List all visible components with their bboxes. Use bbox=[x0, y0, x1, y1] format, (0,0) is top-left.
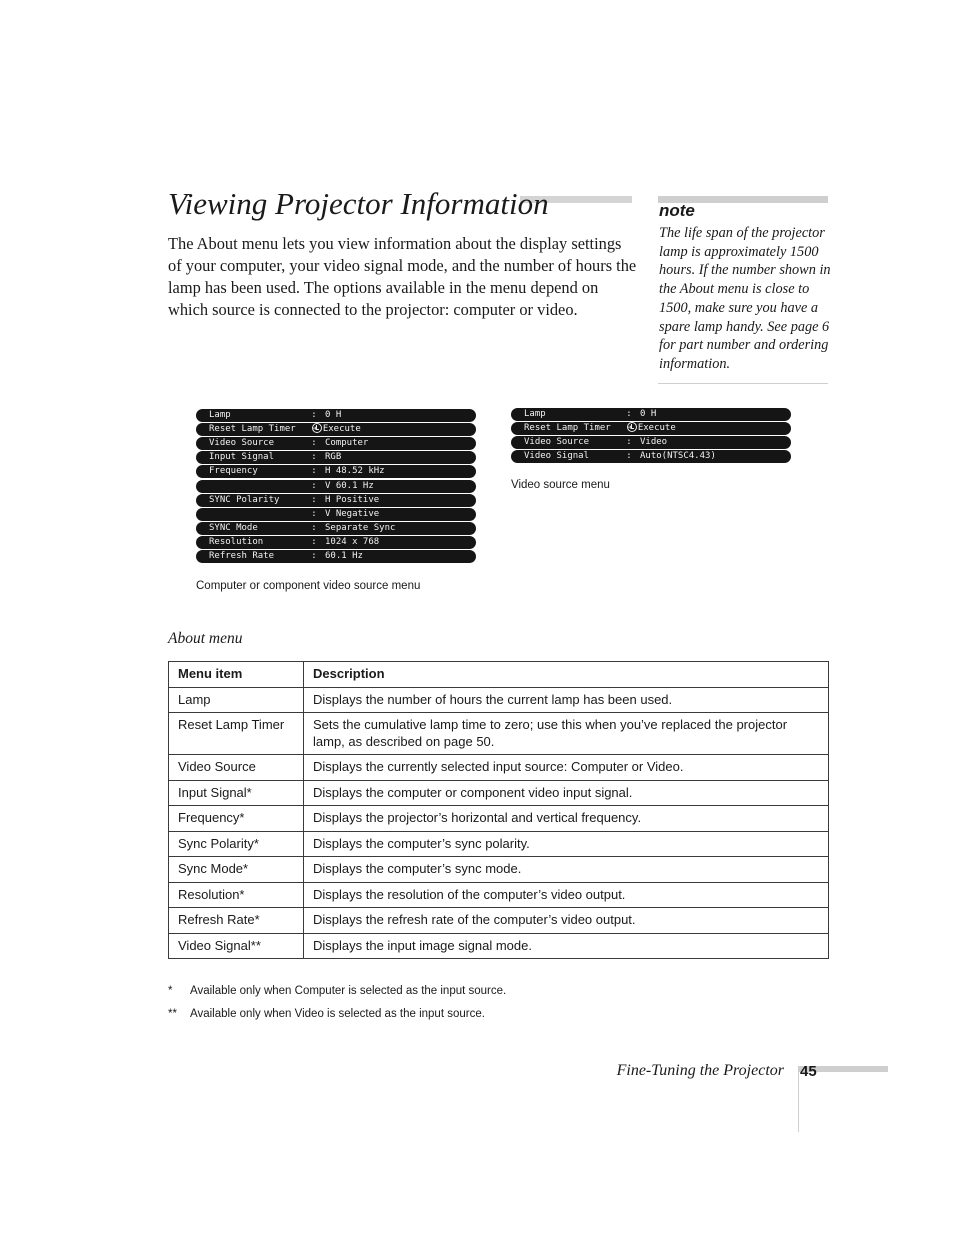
footer-section-title: Fine-Tuning the Projector bbox=[616, 1062, 784, 1079]
footnote-mark: * bbox=[168, 985, 173, 997]
table-row bbox=[169, 908, 829, 934]
menu-row bbox=[196, 536, 476, 549]
menu-row-colon: : bbox=[311, 466, 317, 476]
about-menu-table bbox=[168, 661, 829, 959]
menu-row-value-wrap bbox=[640, 408, 656, 421]
menu-row-label: Input Signal bbox=[209, 452, 275, 462]
menu-item-cell: Lamp bbox=[169, 687, 304, 713]
footer-vertical-rule bbox=[798, 1072, 799, 1132]
menu-row-value-wrap bbox=[325, 409, 341, 422]
computer-source-menu bbox=[196, 409, 476, 565]
description-cell: Displays the computer’s sync mode. bbox=[304, 857, 829, 883]
menu-item-cell: Video Source bbox=[169, 755, 304, 781]
note-heading: note bbox=[659, 201, 695, 220]
page-number: 45 bbox=[800, 1063, 817, 1080]
menu-row-value-wrap bbox=[325, 508, 379, 521]
menu-item-cell: Frequency* bbox=[169, 806, 304, 832]
menu-row-value: H 48.52 kHz bbox=[325, 466, 385, 476]
menu-row-value-wrap bbox=[640, 450, 716, 463]
menu-row bbox=[196, 522, 476, 535]
menu-row bbox=[511, 436, 791, 449]
menu-row-value-wrap bbox=[325, 451, 341, 464]
menu-item-cell: Video Signal** bbox=[169, 933, 304, 959]
menu-item-cell: Sync Polarity* bbox=[169, 831, 304, 857]
description-cell: Sets the cumulative lamp time to zero; use this when you’ve replaced the projector lamp, as described on page 50. bbox=[304, 713, 829, 755]
menu-row-colon: : bbox=[311, 481, 317, 491]
footnote-computer bbox=[168, 985, 506, 997]
footnote-text: Available only when Video is selected as the input source. bbox=[190, 1008, 485, 1020]
footnote-mark: ** bbox=[168, 1008, 177, 1020]
computer-menu-caption: Computer or component video source menu bbox=[196, 580, 421, 592]
menu-row-colon: : bbox=[626, 409, 632, 419]
menu-row-value: V 60.1 Hz bbox=[325, 481, 374, 491]
description-cell: Displays the computer’s sync polarity. bbox=[304, 831, 829, 857]
table-row bbox=[169, 755, 829, 781]
menu-row-value: Auto(NTSC4.43) bbox=[640, 451, 716, 461]
description-cell: Displays the refresh rate of the computer’s video output. bbox=[304, 908, 829, 934]
table-row bbox=[169, 933, 829, 959]
menu-row-value-wrap bbox=[325, 480, 374, 493]
header-menu-item: Menu item bbox=[169, 662, 304, 688]
description-cell: Displays the number of hours the current lamp has been used. bbox=[304, 687, 829, 713]
menu-row-value-wrap bbox=[325, 550, 363, 563]
menu-row-colon: : bbox=[311, 410, 317, 420]
menu-row-label: Lamp bbox=[209, 410, 231, 420]
menu-row-value-wrap bbox=[312, 423, 361, 436]
menu-row bbox=[196, 423, 476, 436]
menu-row-value: V Negative bbox=[325, 509, 380, 519]
description-cell: Displays the input image signal mode. bbox=[304, 933, 829, 959]
menu-row-colon: : bbox=[311, 523, 317, 533]
menu-row-colon: : bbox=[626, 437, 632, 447]
menu-row-label: Frequency bbox=[209, 466, 258, 476]
menu-row-value-wrap bbox=[640, 436, 667, 449]
arrow-right-icon: ➔ bbox=[312, 424, 323, 434]
menu-row-value: Separate Sync bbox=[325, 523, 396, 533]
menu-row bbox=[511, 450, 791, 463]
menu-item-cell: Reset Lamp Timer bbox=[169, 713, 304, 755]
menu-row-label: Video Source bbox=[524, 437, 590, 447]
menu-row-label: Video Source bbox=[209, 438, 275, 448]
menu-item-cell: Refresh Rate* bbox=[169, 908, 304, 934]
menu-row-value-wrap bbox=[325, 536, 379, 549]
timer-execute-icon bbox=[312, 423, 322, 433]
menu-row-label: SYNC Mode bbox=[209, 523, 258, 533]
menu-row bbox=[196, 451, 476, 464]
menu-row-value-wrap bbox=[627, 422, 676, 435]
menu-row bbox=[196, 480, 476, 493]
menu-row-colon: : bbox=[311, 452, 317, 462]
menu-row bbox=[196, 437, 476, 450]
menu-row-label: Video Signal bbox=[524, 451, 590, 461]
description-cell: Displays the currently selected input source: Computer or Video. bbox=[304, 755, 829, 781]
footnote-video bbox=[168, 1008, 485, 1020]
menu-row-value: 60.1 Hz bbox=[325, 551, 363, 561]
menu-row bbox=[196, 409, 476, 422]
menu-row-label: Resolution bbox=[209, 537, 264, 547]
footnote-text: Available only when Computer is selected as the input source. bbox=[190, 985, 507, 997]
menu-row-label: Lamp bbox=[524, 409, 546, 419]
table-header-row bbox=[169, 662, 829, 688]
menu-row-value: Execute bbox=[637, 423, 676, 433]
description-cell: Displays the computer or component video input signal. bbox=[304, 780, 829, 806]
table-row bbox=[169, 687, 829, 713]
menu-row-label: SYNC Polarity bbox=[209, 495, 280, 505]
menu-row bbox=[196, 465, 476, 478]
note-divider bbox=[658, 383, 828, 384]
note-text: The life span of the projector lamp is approximately 1500 hours. If the number shown in the About menu is close to 1500, make sure you have a spare lamp handy. See page 6 for part number and ordering information. bbox=[659, 225, 831, 372]
menu-row bbox=[511, 422, 791, 435]
menu-row bbox=[511, 408, 791, 421]
video-source-menu bbox=[511, 408, 791, 466]
menu-row bbox=[196, 494, 476, 507]
description-cell: Displays the projector’s horizontal and vertical frequency. bbox=[304, 806, 829, 832]
menu-item-cell: Sync Mode* bbox=[169, 857, 304, 883]
table-row bbox=[169, 713, 829, 755]
menu-row-value: 1024 x 768 bbox=[325, 537, 380, 547]
menu-row-label: Reset Lamp Timer bbox=[524, 423, 611, 433]
menu-row-value: RGB bbox=[325, 452, 342, 462]
table-row bbox=[169, 806, 829, 832]
menu-row-value: 0 H bbox=[640, 409, 657, 419]
menu-row-colon: : bbox=[311, 438, 317, 448]
menu-row-value: Computer bbox=[325, 438, 369, 448]
menu-row-colon: : bbox=[311, 509, 317, 519]
menu-row-colon: : bbox=[311, 537, 317, 547]
timer-execute-icon bbox=[627, 422, 637, 432]
menu-row-value-wrap bbox=[325, 494, 379, 507]
menu-row-colon: : bbox=[311, 551, 317, 561]
menu-row-value: Execute bbox=[322, 424, 361, 434]
menu-row-value-wrap bbox=[325, 437, 368, 450]
table-row bbox=[169, 882, 829, 908]
menu-row-colon: : bbox=[626, 451, 632, 461]
menu-row bbox=[196, 550, 476, 563]
description-cell: Displays the resolution of the computer’s video output. bbox=[304, 882, 829, 908]
menu-row-value: H Positive bbox=[325, 495, 380, 505]
page-title: Viewing Projector Information bbox=[168, 186, 549, 221]
menu-item-cell: Resolution* bbox=[169, 882, 304, 908]
video-menu-caption: Video source menu bbox=[511, 479, 610, 491]
header-description: Description bbox=[304, 662, 829, 688]
menu-row-colon: : bbox=[311, 495, 317, 505]
menu-item-cell: Input Signal* bbox=[169, 780, 304, 806]
table-caption: About menu bbox=[168, 630, 243, 647]
table-row bbox=[169, 857, 829, 883]
intro-paragraph: The About menu lets you view information about the display settings of your computer, your video signal mode, and the number of hours the lamp has been used. The options available in the menu depend on which source is connected to the projector: computer or video. bbox=[168, 234, 637, 319]
menu-row-label: Refresh Rate bbox=[209, 551, 275, 561]
menu-row-value: 0 H bbox=[325, 410, 342, 420]
menu-row-value-wrap bbox=[325, 522, 395, 535]
menu-row-value: Video bbox=[640, 437, 668, 447]
menu-row bbox=[196, 508, 476, 521]
menu-row-label: Reset Lamp Timer bbox=[209, 424, 296, 434]
table-row bbox=[169, 780, 829, 806]
table-row bbox=[169, 831, 829, 857]
menu-row-value-wrap bbox=[325, 465, 385, 478]
arrow-right-icon: ➔ bbox=[627, 423, 638, 433]
